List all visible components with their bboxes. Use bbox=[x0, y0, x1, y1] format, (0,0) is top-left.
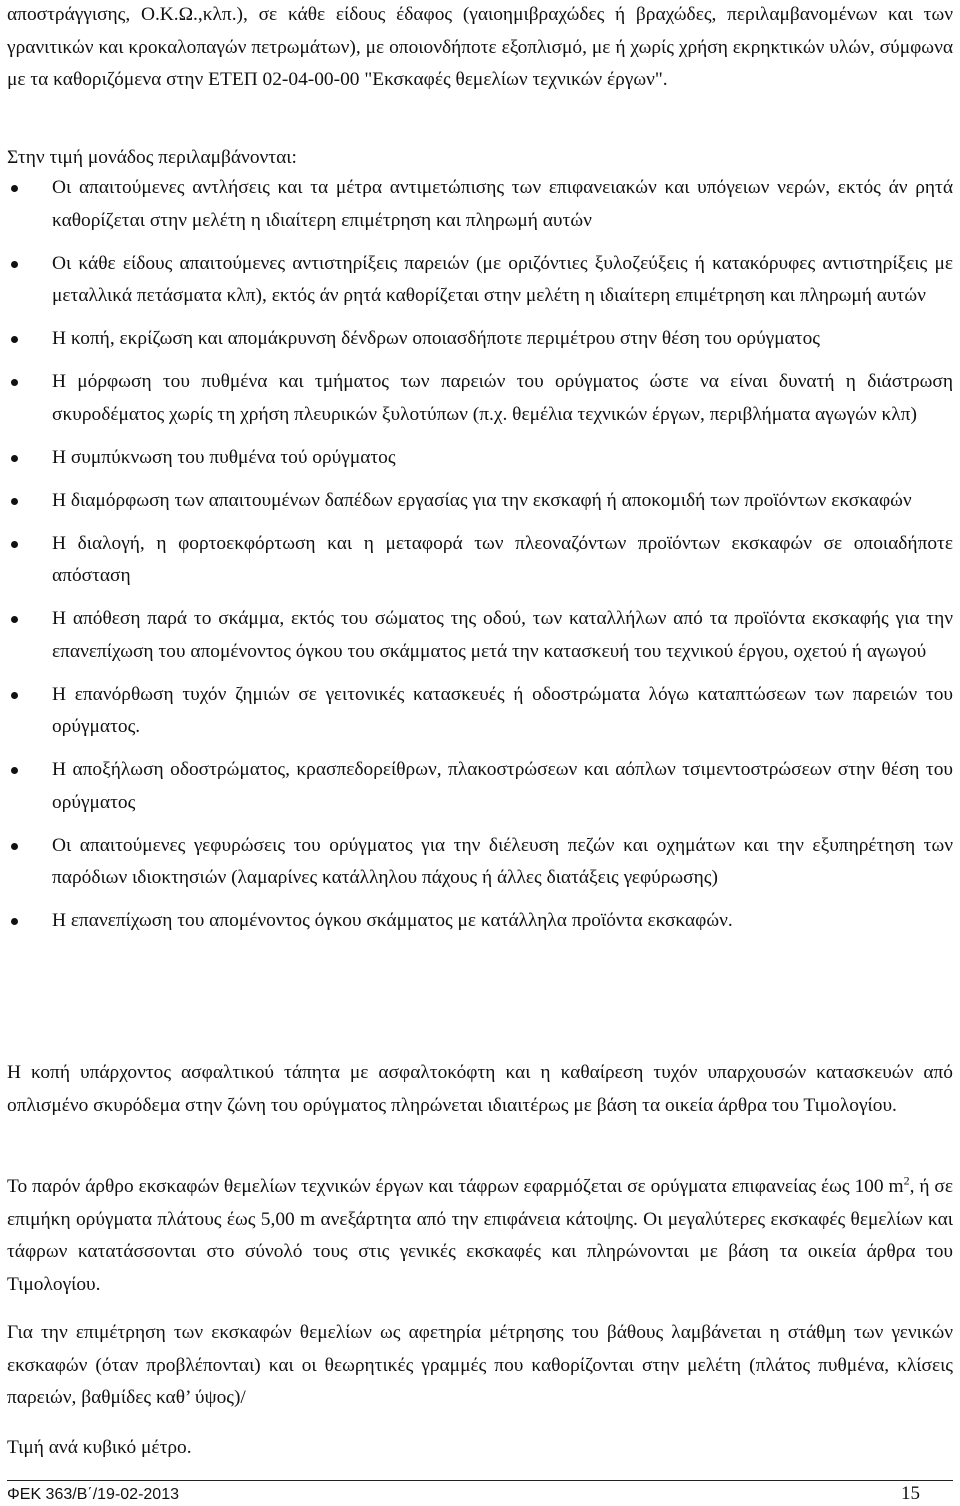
list-item: Η επανεπίχωση του απομένοντος όγκου σκάμματος με κατάλληλα προϊόντα εκσκαφών. bbox=[7, 905, 953, 938]
measurement-paragraph: Για την επιμέτρηση των εκσκαφών θεμελίων ως αφετηρία μέτρησης του βάθους λαμβάνεται η στάθμη των γενικών εκσκαφών (όταν προβλέπονται) και οι θεωρητικές γραμμές που καθορίζονται στην μελέτη (πλάτος πυθμένα, κλίσεις παρειών, βαθμίδες καθ’ ύψος)/ bbox=[7, 1322, 953, 1408]
list-item: Η αποξήλωση οδοστρώματος, κρασπεδορείθρων, πλακοστρώσεων και αόπλων τσιμεντοστρώσεων στην θέση του ορύγματος bbox=[7, 754, 953, 819]
scope-paragraph: Το παρόν άρθρο εκσκαφών θεμελίων τεχνικών έργων και τάφρων εφαρμόζεται σε ορύγματα επιφανείας έως 100 $m^2$, ή σε επιμήκη ορύγματα πλάτους έως 5,00 m ανεξάρτητα από την επιφάνεια κάτοψης. Οι μεγαλύτερες εκσκαφές θεμελίων και τάφρων κατατάσσονται στο σύνολό τους στις γενικές εκσκαφές και πληρώνονται με βάση τα οικεία άρθρα του Τιμολογίου. bbox=[7, 1173, 954, 1295]
page-number: 15 bbox=[901, 1483, 920, 1504]
bullet-icon bbox=[11, 185, 18, 192]
list-item: Η διαμόρφωση των απαιτουμένων δαπέδων εργασίας για την εκσκαφή ή αποκομιδή των προϊόντων εκσκαφών bbox=[7, 485, 953, 518]
unit-price-line: Τιμή ανά κυβικό μέτρο. bbox=[7, 1437, 192, 1458]
bullet-icon bbox=[11, 379, 18, 386]
list-item: Η μόρφωση του πυθμένα και τμήματος των παρειών του ορύγματος ώστε να είναι δυνατή η διάστρωση σκυροδέματος χωρίς τη χρήση πλευρικών ξυλοτύπων (π.χ. θεμέλια τεχνικών έργων, περιβλήματα αγωγών κλπ) bbox=[7, 366, 953, 431]
list-item: Η κοπή, εκρίζωση και απομάκρυνση δένδρων οποιασδήποτε περιμέτρου στην θέση του ορύγματος bbox=[7, 323, 953, 356]
bullet-icon bbox=[11, 541, 18, 548]
intro-paragraph: αποστράγγισης, Ο.Κ.Ω.,κλπ.), σε κάθε είδους έδαφος (γαιοημιβραχώδες ή βραχώδες, περιλαμβανομένων και των γρανιτικών και κροκαλοπαγών πετρωμάτων), με οποιονδήποτε εξοπλισμό, με ή χωρίς χρήση εκρηκτικών υλών, σύμφωνα με τα καθοριζόμενα στην ΕΤΕΠ 02-04-00-00 "Εκσκαφές θεμελίων τεχνικών έργων". bbox=[7, 4, 953, 90]
superscript: 2 bbox=[903, 1173, 910, 1188]
footer-divider bbox=[7, 1480, 953, 1481]
bullet-icon bbox=[11, 261, 18, 268]
bullet-icon bbox=[11, 843, 18, 850]
footer-gazette-reference: ΦΕΚ 363/Β΄/19-02-2013 bbox=[7, 1486, 179, 1503]
includes-heading: Στην τιμή μονάδος περιλαμβάνονται: bbox=[7, 147, 297, 168]
list-item: Η διαλογή, η φορτοεκφόρτωση και η μεταφορά των πλεοναζόντων προϊόντων εκσκαφών σε οποιαδήποτε απόσταση bbox=[7, 528, 953, 593]
list-item: Οι απαιτούμενες αντλήσεις και τα μέτρα αντιμετώπισης των επιφανειακών και υπόγειων νερών, εκτός άν ρητά καθορίζεται στην μελέτη η ιδιαίτερη επιμέτρηση και πληρωμή αυτών bbox=[7, 172, 953, 237]
list-item: Η επανόρθωση τυχόν ζημιών σε γειτονικές κατασκευές ή οδοστρώματα λόγω καταπτώσεων των παρειών του ορύγματος. bbox=[7, 679, 953, 744]
bullet-icon bbox=[11, 918, 18, 925]
list-item: Οι κάθε είδους απαιτούμενες αντιστηρίξεις παρειών (με οριζόντιες ξυλοζεύξεις ή κατακόρυφες αντιστηρίξεις με μεταλλικά πετάσματα κλπ), εκτός άν ρητά καθορίζεται στην μελέτη η ιδιαίτερη επιμέτρηση και πληρωμή αυτών bbox=[7, 248, 953, 313]
list-item: Η συμπύκνωση του πυθμένα τού ορύγματος bbox=[7, 442, 953, 475]
list-item: Οι απαιτούμενες γεφυρώσεις του ορύγματος για την διέλευση πεζών και οχημάτων και την εξυπηρέτηση των παρόδιων ιδιοκτησιών (λαμαρίνες κατάλληλου πάχους ή άλλες διατάξεις γεφύρωσης) bbox=[7, 830, 953, 895]
included-items-list bbox=[7, 172, 953, 948]
bullet-icon bbox=[11, 767, 18, 774]
bullet-icon bbox=[11, 498, 18, 505]
bullet-icon bbox=[11, 692, 18, 699]
bullet-icon bbox=[11, 455, 18, 462]
asphalt-cutting-paragraph: Η κοπή υπάρχοντος ασφαλτικού τάπητα με ασφαλτοκόφτη και η καθαίρεση τυχόν υπαρχουσών κατασκευών από οπλισμένο σκυρόδεμα στην ζώνη του ορύγματος πληρώνεται ιδιαιτέρως με βάση τα οικεία άρθρα του Τιμολογίου. bbox=[7, 1062, 953, 1116]
bullet-icon bbox=[11, 336, 18, 343]
bullet-icon bbox=[11, 616, 18, 623]
list-item: Η απόθεση παρά το σκάμμα, εκτός του σώματος της οδού, των καταλλήλων από τα προϊόντα εκσκαφής για την επανεπίχωση του απομένοντος όγκου του σκάμματος μετά την κατασκευή του τεχνικού έργου, οχετού ή αγωγού bbox=[7, 603, 953, 668]
